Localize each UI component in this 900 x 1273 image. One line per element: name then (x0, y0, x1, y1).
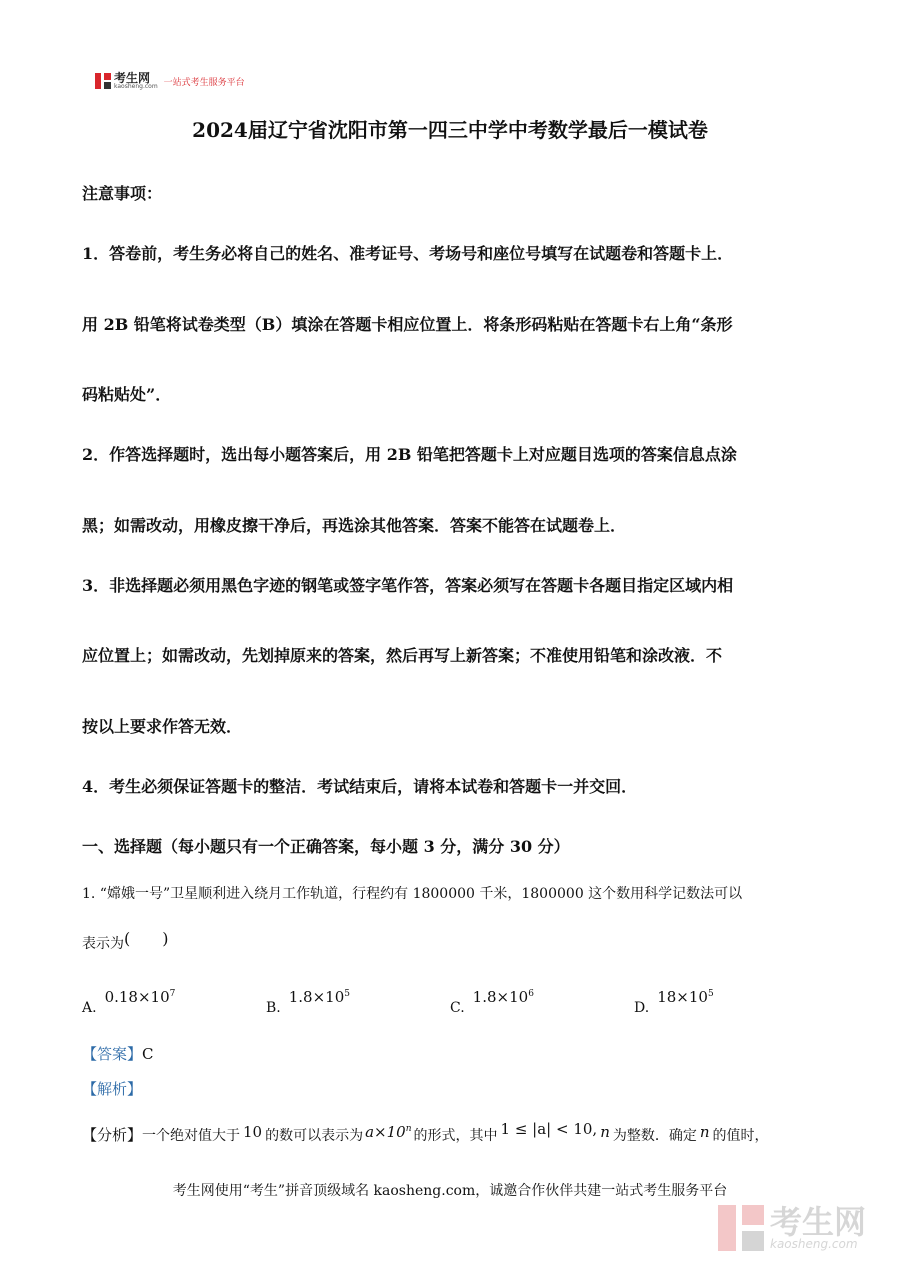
option-a-exp: 7 (169, 989, 176, 999)
watermark (718, 1205, 866, 1251)
notice-line: 4．考生必须保证答题卡的整洁．考试结束后，请将本试卷和答题卡一并交回． (82, 777, 638, 796)
option-b-base: 1.8×10 (288, 988, 345, 1006)
notice-line: 应位置上；如需改动，先划掉原来的答案，然后再写上新答案；不准使用铅笔和涂改液．不 (82, 646, 723, 665)
notice-line: 按以上要求作答无效． (82, 717, 243, 736)
analysis-tag: 【解析】 (82, 1080, 143, 1098)
section-heading: 一、选择题（每小题只有一个正确答案，每小题 3 分，满分 30 分） (82, 837, 570, 856)
option-d-base: 18×10 (657, 988, 708, 1006)
answer-tag: 【答案】 (82, 1045, 143, 1063)
fenxi-n2: n (600, 1123, 610, 1141)
fenxi-math (365, 1123, 411, 1141)
header-logo (95, 72, 245, 90)
watermark-name: 考生网 (770, 1203, 867, 1241)
fenxi-ten: 10 (243, 1123, 263, 1141)
watermark-domain: kaosheng.com (770, 1237, 858, 1251)
fenxi-text: 的形式，其中 (413, 1128, 498, 1144)
notice-line: 2．作答选择题时，选出每小题答案后，用 2B 铅笔把答题卡上对应题目选项的答案信息点涂 (82, 445, 737, 464)
page-title: 2024届辽宁省沈阳市第一四三中学中考数学最后一模试卷 (192, 118, 708, 142)
notice-line: 码粘贴处”． (82, 385, 172, 404)
notice-line: 用 2B 铅笔将试卷类型（B）填涂在答题卡相应位置上．将条形码粘贴在答题卡右上角“条形 (82, 315, 733, 334)
answer-value: C (142, 1045, 154, 1063)
watermark-logo-icon (718, 1205, 764, 1251)
option-c-label: C. (450, 1000, 465, 1016)
fenxi-n: n (405, 1124, 412, 1134)
option-b-exp: 5 (344, 989, 350, 999)
option-a-label: A. (82, 1000, 97, 1016)
notice-line: 1．答卷前，考生务必将自己的姓名、准考证号、考场号和座位号填写在试题卷和答题卡上． (82, 244, 734, 263)
option-d-exp: 5 (707, 989, 714, 999)
logo-domain: kaosheng.com (114, 83, 158, 90)
option-a-base: 0.18×10 (104, 988, 170, 1006)
notice-heading: 注意事项： (82, 184, 163, 203)
question-1-tail: 表示为 (82, 936, 124, 952)
fenxi-text: 的数可以表示为 (265, 1128, 364, 1144)
fenxi-range: 1 ≤ |a| < 10, (500, 1120, 598, 1138)
logo-icon (95, 73, 111, 89)
logo-text (114, 72, 158, 90)
notice-line: 3．非选择题必须用黑色字迹的钢笔或签字笔作答，答案必须写在答题卡各题目指定区域内相 (82, 576, 734, 595)
fenxi-tag: 【分析】 (82, 1126, 143, 1144)
header-slogan: 一站式考生服务平台 (163, 77, 245, 88)
logo-name: 考生网 (114, 71, 151, 85)
fenxi-text: 为整数．确定 (612, 1128, 697, 1144)
option-c-exp: 6 (528, 989, 534, 999)
option-c-base: 1.8×10 (472, 988, 529, 1006)
question-1-text-cont (82, 930, 169, 953)
fenxi-text: 一个绝对值大于 (142, 1128, 241, 1144)
fenxi-row (82, 1120, 769, 1145)
option-b-label: B. (266, 1000, 281, 1016)
question-1-paren: ( ) (124, 929, 169, 948)
fenxi-n3: n (699, 1123, 710, 1141)
notice-line: 黑；如需改动，用橡皮擦干净后，再选涂其他答案．答案不能答在试题卷上． (82, 516, 627, 535)
answer-row (82, 1043, 154, 1064)
analysis-row (82, 1078, 142, 1099)
fenxi-a: a×10 (365, 1123, 406, 1141)
footer-text: 考生网使用“考生”拼音顶级域名 kaosheng.com，诚邀合作伙伴共建一站式考生服务平台 (172, 1183, 728, 1199)
question-1-text: 1. “嫦娥一号”卫星顺利进入绕月工作轨道，行程约有 1800000 千米，1800000 这个数用科学记数法可以 (82, 886, 743, 902)
option-d-label: D. (634, 1000, 650, 1016)
fenxi-text: 的值时， (712, 1128, 769, 1144)
